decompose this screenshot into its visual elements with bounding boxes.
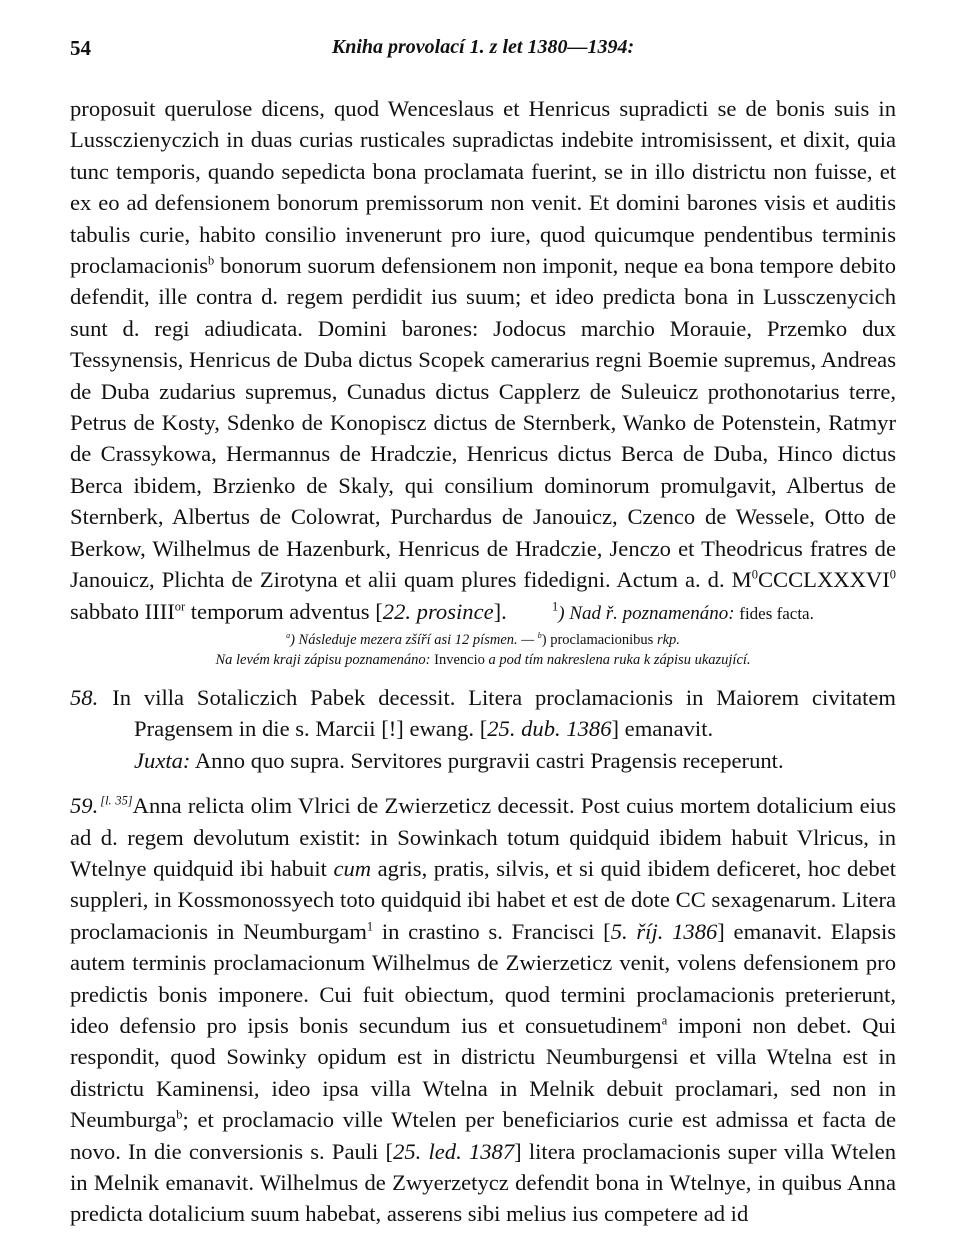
note-text: ) Následuje mezera zšíří asi 12 písmen. — [290, 631, 538, 648]
date-editorial: 5. říj. 1386 [610, 918, 718, 944]
main-text [70, 93, 896, 629]
document-page [70, 36, 896, 1230]
note-line-1 [70, 630, 896, 650]
inline-footnote: ) Nad ř. poznamenáno: [558, 602, 740, 624]
superscript: 0 [751, 567, 758, 582]
note-text: a pod tím nakreslena ruka k zápisu ukazující. [484, 651, 751, 668]
entry-58 [70, 682, 896, 776]
note-line-2 [70, 650, 896, 670]
text-run: CCCLXXXVI [757, 567, 890, 593]
text-run: ] litera proclamacionis super villa Wtelen in Melnik emanavit. Wilhelmus de Zwyerzetycz defendit bona in Wtelnye, in quibus Anna predicta dotalicium suum habebat, asserens sibi melius ius competere ad id [70, 1138, 897, 1227]
inline-footnote-text: fides facta. [739, 603, 814, 623]
text-run: proposuit querulose dicens, quod Wenceslaus et Henricus supradicti se de bonis suis in Lussczienyczich in duas curias rusticales supradictas indebite intromisissent, et dixit, quia tunc temporis, quando sepedicta bona proclamata fuerint, se in illo districtu non fuisse, et ex eo ad defensionem bonorum premissorum non venit. Et domini barones visis et auditis tabulis curie, habito consilio invenerunt pro iure, quod quicumque pendentibus terminis proclamacionis [70, 96, 896, 279]
folio-marker: [l. 35] [100, 793, 133, 808]
text-run: ]. [493, 598, 507, 624]
note-text: Na levém kraji zápisu poznamenáno: [215, 651, 435, 668]
text-run: ; et proclamacio ville Wtelen per beneficiarios curie est admissa et facta de novo. In die conversionis s. Pauli [ [70, 1107, 896, 1164]
entry-58-juxta [70, 745, 896, 776]
text-run: Anna relicta olim Vlrici de Zwierzeticz decessit. Post cuius mortem dotalicium eius ad d. regem devolutum existit: in Sowinkach totum quidquid ibidem habuit Vlricus, in Wtelnye quidquid ibi habuit [70, 793, 896, 881]
text-run: Anno quo supra. Servitores purgravii castri Pragensis receperunt. [190, 747, 784, 773]
page-header [70, 36, 896, 76]
superscript: 0 [889, 567, 896, 582]
entry-number: 58. [70, 684, 99, 710]
footnote-marker: 1 [552, 598, 559, 613]
date-editorial: 22. prosince [382, 598, 494, 624]
apparatus-notes [70, 630, 896, 670]
entry-59 [70, 790, 896, 1230]
footnote-marker: a [286, 631, 291, 641]
juxta-label: Juxta: [134, 747, 191, 773]
footnote-marker: b [208, 253, 215, 268]
entry-58-text [70, 682, 896, 745]
text-run: temporum adventus [ [185, 598, 383, 624]
text-run: In villa Sotaliczich Pabek decessit. Litera proclamacionis in Maiorem civitatem Pragensem in die s. Marcii [!] ewang. [ [112, 684, 896, 742]
text-run: imponi non debet. Qui respondit, quod Sowinky opidum est in districtu Neumburgensi et villa Wtelna est in districtu Kaminensi, ideo ipsa villa Wtelna in Melnik debuit proclamari, sed non in Neumburga [70, 1012, 896, 1133]
text-run: cum [333, 855, 372, 881]
footnote-marker: 1 [366, 919, 374, 934]
note-text: ) proclamacionibus [541, 631, 657, 648]
text-run: ] emanavit. [611, 716, 714, 742]
footnote-marker: b [537, 631, 542, 641]
page-number: 54 [70, 36, 91, 60]
entry-57-continuation [70, 93, 896, 629]
running-title: Kniha provolací 1. z let 1380—1394: [331, 36, 635, 58]
date-editorial: 25. led. 1387 [393, 1138, 515, 1164]
note-text: Invencio [434, 651, 485, 668]
footnote-marker: a [661, 1013, 668, 1028]
entry-number: 59. [70, 793, 99, 819]
text-run: bonorum suorum defensionem non imponit, neque ea bona tempore debito defendit, ille contra d. regem perdidit ius suum; et ideo predicta bona in Lussczenycich sunt d. regi adiudicata. Domini barones: Jodocus marchio Morauie, Przemko dux Tessynensis, Henricus de Duba dictus Scopek camerarius regni Boemie supremus, Andreas de Duba zudarius supremus, Cunadus dictus Capplerz de Suleuicz prothonotarius terre, Petrus de Kosty, Sdenko de Konopiscz dictus de Sternberk, Wanko de Potenstein, Ratmyr de Crassykowa, Hermannus de Hradczie, Henricus dictus Berca de Duba, Hinco dictus Berca ibidem, Brzienko de Skaly, qui consilium dominorum promulgavit, Albertus de Sternberk, Albertus de Colowrat, Purchardus de Janouicz, Czenco de Wessele, Otto de Berkow, Wilhelmus de Hazenburk, Henricus de Hradczie, Jenczo et Theodricus fratres de Janouicz, Plichta de Zirotyna et alii quam plures fidedigni. Actum a. d. M [70, 253, 896, 593]
date-editorial: 25. dub. 1386 [487, 716, 612, 742]
text-run: agris, pratis, silvis, et si quid ibidem deficeret, hoc debet suppleri, in Kossmonossyech toto quidquid ibi habet et est de dote CC sexagenarum. Litera proclamacionis in Neumburgam [70, 855, 896, 944]
note-text: rkp. [656, 631, 680, 648]
superscript: or [174, 598, 186, 613]
footnote-marker: b [176, 1107, 183, 1122]
text-run: in crastino s. Francisci [ [373, 918, 611, 944]
text-run: sabbato IIII [70, 598, 175, 624]
text-run: ] emanavit. Elapsis autem terminis proclamacionum Wilhelmus de Zwierzeticz venit, volens defensionem pro predictis bonis imponere. Cui fuit obiectum, quod termini proclamacionis preterierunt, ideo defensio pro ipsis bonis secundum ius et consuetudinem [70, 918, 897, 1038]
